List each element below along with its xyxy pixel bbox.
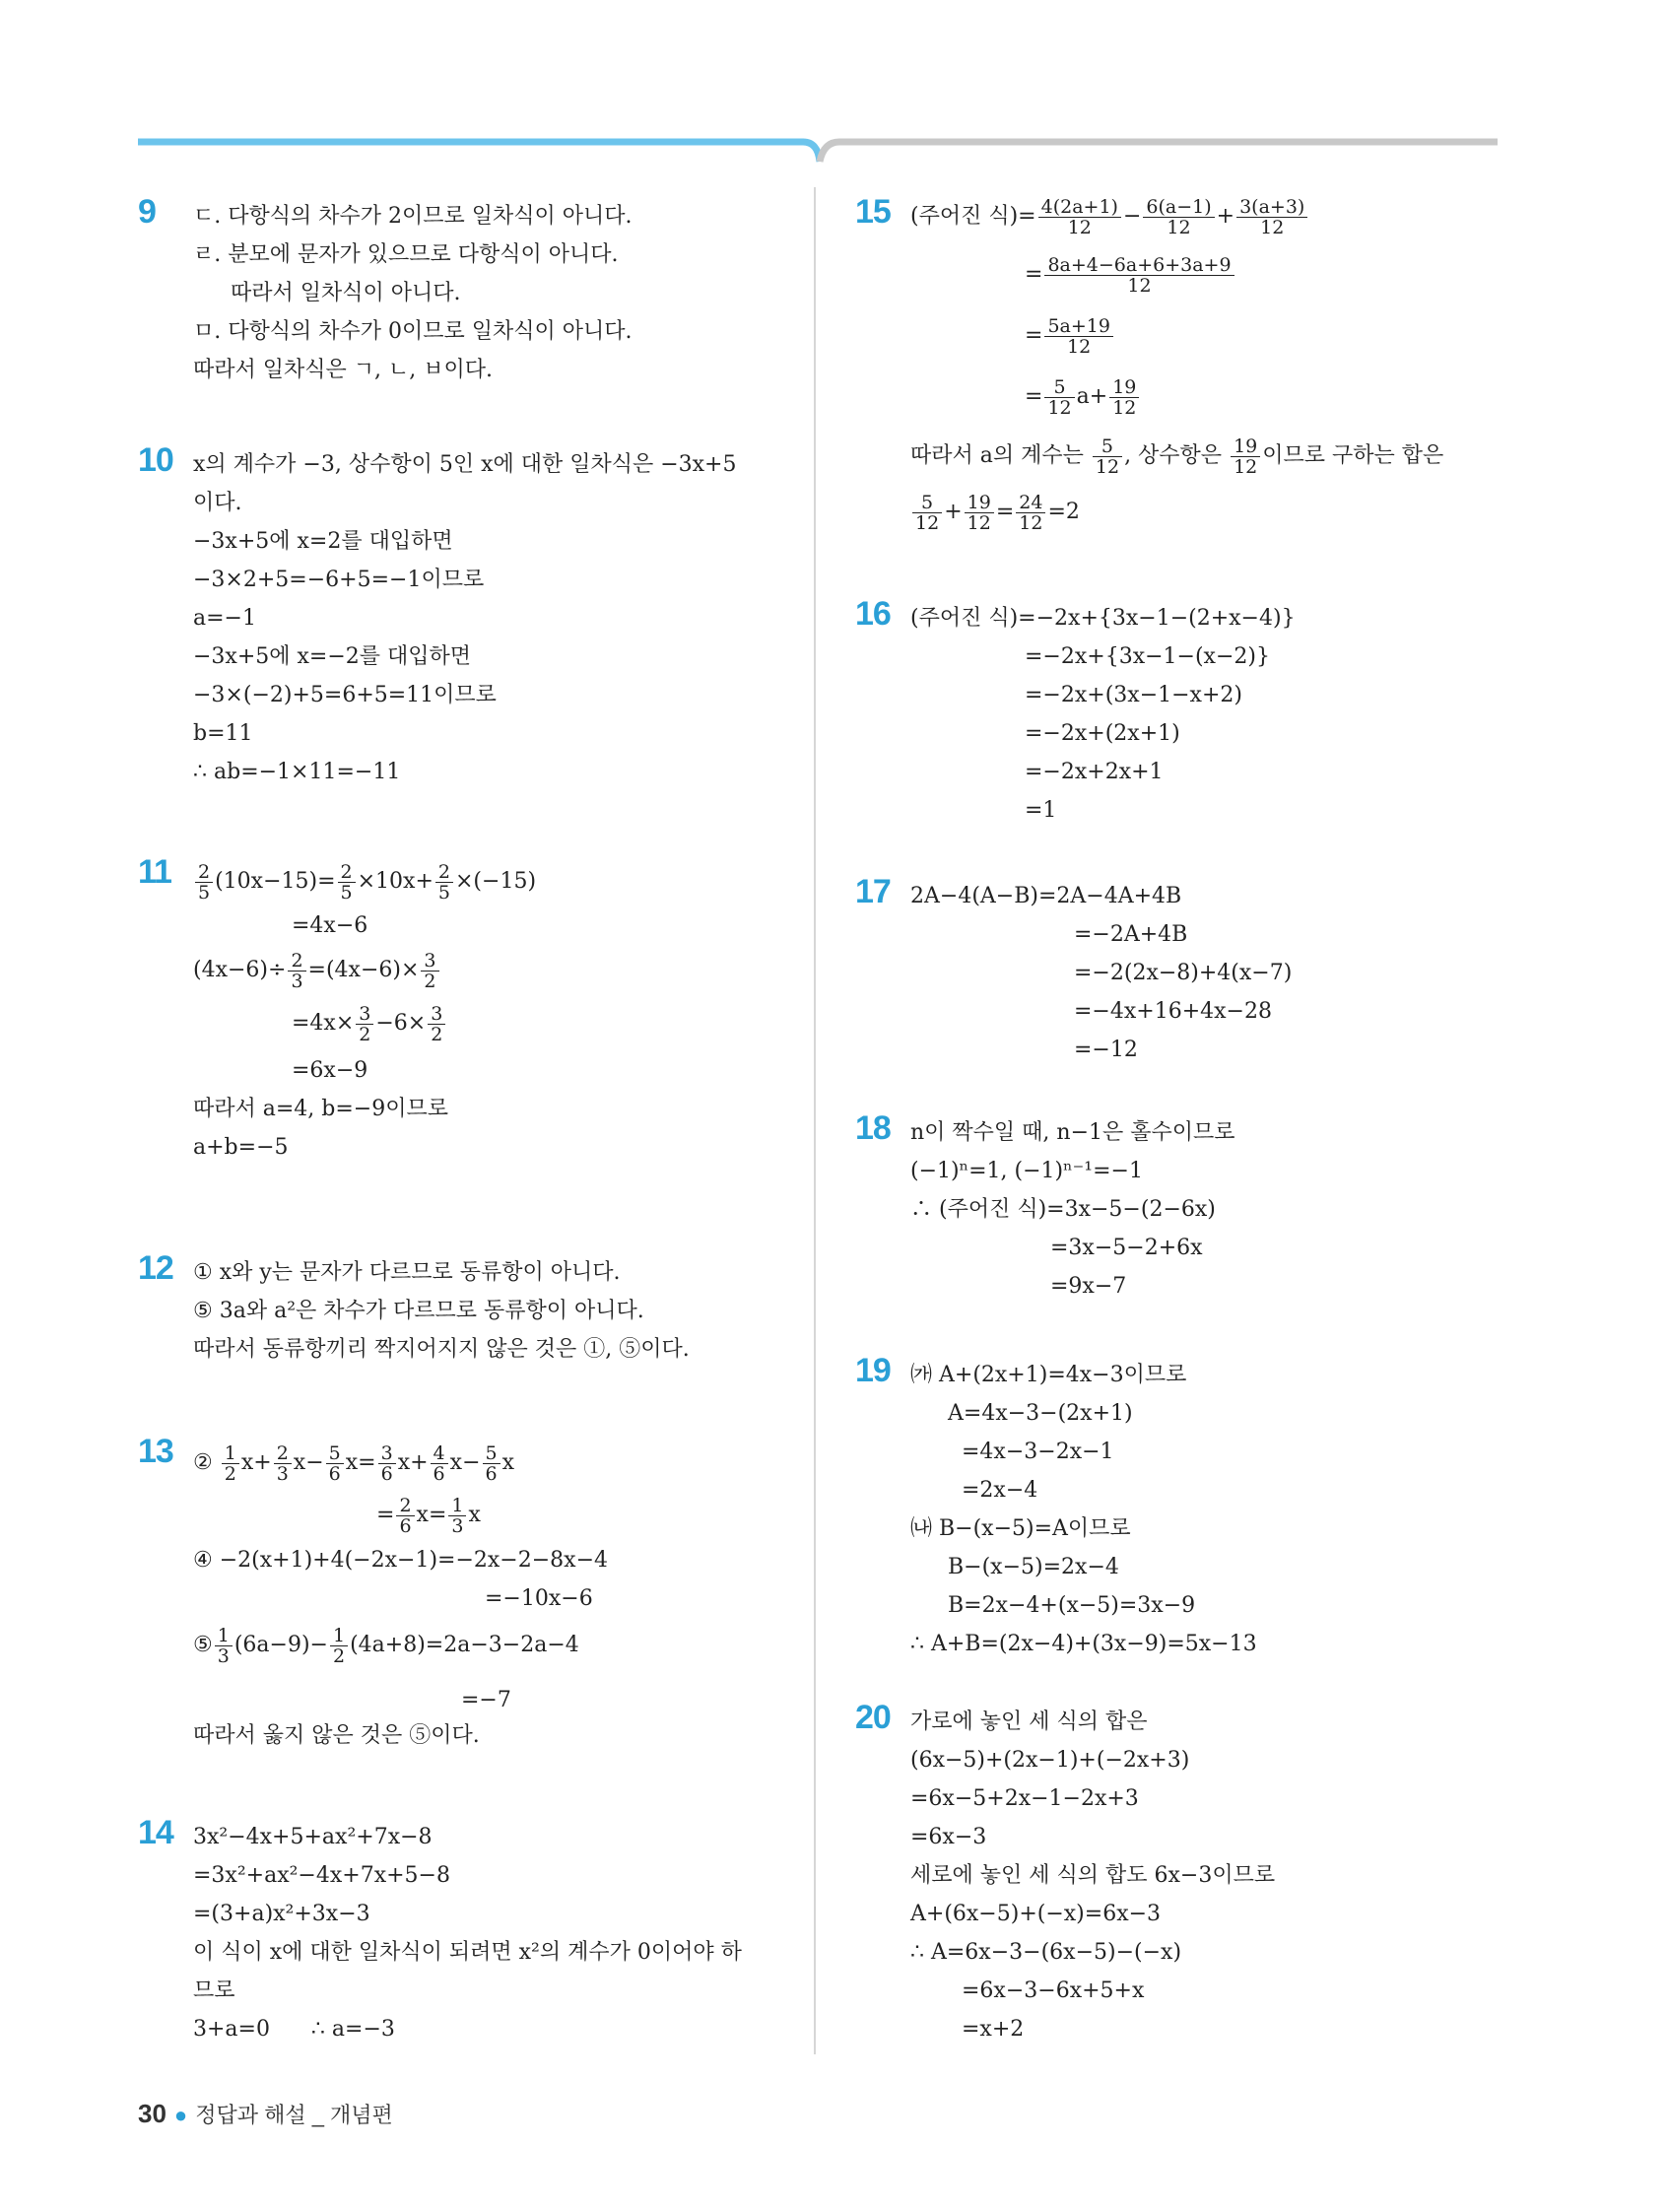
solution-line: ∴ A=6x−3−(6x−5)−(−x) (910, 1940, 1182, 1965)
fraction: $\frac{5}{6}$ (483, 1443, 500, 1484)
page-footer (138, 2099, 393, 2129)
fraction: $\frac{19}{12}$ (1109, 377, 1139, 418)
solution-line: 따라서 a=4, b=−9이므로 (193, 1097, 448, 1121)
problem-number: 12 (138, 1249, 173, 1287)
solution-line: ㈏ B−(x−5)=A이므로 (910, 1516, 1131, 1541)
solution-line: =3x²+ax²−4x+7x+5−8 (193, 1863, 450, 1888)
solution-line: 따라서 일차식이 아니다. (231, 281, 461, 305)
problem-number: 11 (138, 853, 171, 891)
solution-line: =(3+a)x²+3x−3 (193, 1902, 370, 1926)
solution-line: =−2x+(2x+1) (1025, 721, 1180, 746)
fraction: $\frac{19}{12}$ (965, 493, 994, 533)
problem-number: 9 (138, 193, 156, 231)
solution-line: −3×(−2)+5=6+5=11이므로 (193, 683, 497, 707)
solution-line: 따라서 옳지 않은 것은 ⑤이다. (193, 1723, 480, 1748)
solution-line: −3×2+5=−6+5=−1이므로 (193, 568, 485, 592)
solution-line: =6x−9 (292, 1058, 368, 1083)
solution-line: ⑤ $\frac{1}{3}$ (6a−9)− $\frac{1}{2}$ (4a+8)=2a−3−2a−4 (193, 1624, 579, 1667)
column-divider (814, 187, 816, 2054)
problem-number: 15 (855, 193, 891, 231)
solution-line: =−2x+(3x−1−x+2) (1025, 683, 1242, 707)
solution-line: 따라서 a의 계수는 $\frac{5}{12}$ , 상수항은 $\frac{19}{12}$ 이므로 구하는 합은 (910, 435, 1444, 478)
solution-line: =2x−4 (962, 1478, 1038, 1503)
problem-number: 17 (855, 873, 891, 910)
solution-line: ㄷ. 다항식의 차수가 2이므로 일차식이 아니다. (193, 204, 633, 229)
fraction: $\frac{6(a-1)}{12}$ (1143, 197, 1214, 237)
solution-line: A+(6x−5)+(−x)=6x−3 (910, 1902, 1162, 1926)
page-number: 30 (138, 2099, 167, 2128)
solution-line: ④ −2(x+1)+4(−2x−1)=−2x−2−8x−4 (193, 1548, 609, 1573)
fraction: $\frac{5}{12}$ (1044, 377, 1074, 418)
solution-line: 세로에 놓인 세 식의 합도 6x−3이므로 (910, 1863, 1276, 1888)
fraction: $\frac{24}{12}$ (1016, 493, 1045, 533)
solution-line: A=4x−3−(2x+1) (948, 1401, 1133, 1426)
solution-line: ② $\frac{1}{2}$ x+ $\frac{2}{3}$ x− $\frac{5}{6}$ x= $\frac{3}{6}$ x+ $\frac{4}{6}$ x− $\frac{5}{6}$ x (193, 1441, 515, 1485)
fraction: $\frac{2}{5}$ (195, 862, 213, 903)
bullet-icon: ● (173, 2103, 188, 2127)
solution-line: =x+2 (962, 2017, 1025, 2042)
problem-number: 16 (855, 595, 891, 633)
solution-line: ① x와 y는 문자가 다르므로 동류항이 아니다. (193, 1260, 621, 1285)
solution-line: =−4x+16+4x−28 (1074, 999, 1272, 1024)
solution-line: (주어진 식)= $\frac{4(2a+1)}{12}$ − $\frac{6(a-1)}{12}$ + $\frac{3(a+3)}{12}$ (910, 189, 1501, 244)
fraction: $\frac{5a+19}{12}$ (1044, 316, 1113, 357)
solution-line: = $\frac{5}{12}$ a+ $\frac{19}{12}$ (910, 367, 1501, 428)
problem-number: 10 (138, 441, 173, 479)
fraction: $\frac{2}{5}$ (338, 862, 356, 903)
solution-line: =−2(2x−8)+4(x−7) (1074, 961, 1293, 985)
solution-line: = $\frac{8a+4-6a+6+3a+9}{12}$ (910, 244, 1501, 305)
fraction: $\frac{1}{2}$ (330, 1626, 348, 1666)
fraction: $\frac{8a+4-6a+6+3a+9}{12}$ (1044, 255, 1234, 296)
fraction: $\frac{19}{12}$ (1231, 436, 1260, 477)
problem-number: 13 (138, 1433, 173, 1470)
solution-line: =−7 (461, 1688, 511, 1712)
fraction: $\frac{2}{5}$ (435, 862, 453, 903)
fraction: $\frac{1}{3}$ (215, 1626, 233, 1666)
solution-line: = $\frac{2}{6}$ x= $\frac{1}{3}$ x (376, 1494, 481, 1537)
solution-line: ㄹ. 분모에 문자가 있으므로 다항식이 아니다. (193, 242, 619, 267)
solution-line: 따라서 일차식은 ㄱ, ㄴ, ㅂ이다. (193, 358, 493, 382)
problem-number: 20 (855, 1699, 891, 1736)
solution-line: ㈎ A+(2x+1)=4x−3이므로 (910, 1363, 1187, 1387)
solution-line: −3x+5에 x=2를 대입하면 (193, 529, 453, 554)
solution-line: 따라서 동류항끼리 짝지어지지 않은 것은 ①, ⑤이다. (193, 1337, 690, 1362)
solution-line: 이다. (193, 491, 242, 515)
solution-line: =−12 (1074, 1038, 1138, 1062)
solution-line: 3+a=0 ∴ a=−3 (193, 2017, 395, 2042)
solution-line: a+b=−5 (193, 1135, 289, 1160)
solution-line: n이 짝수일 때, n−1은 홀수이므로 (910, 1120, 1235, 1145)
fraction: $\frac{1}{2}$ (222, 1443, 239, 1484)
solution-line: = $\frac{5a+19}{12}$ (910, 305, 1501, 367)
problem-number: 18 (855, 1109, 891, 1147)
problem-number: 19 (855, 1352, 891, 1389)
solution-line: (4x−6)÷ $\frac{2}{3}$ =(4x−6)× $\frac{3}{2}$ (193, 945, 784, 996)
fraction: $\frac{3}{2}$ (421, 951, 438, 991)
solution-line: =−2A+4B (1074, 922, 1188, 947)
fraction: $\frac{3(a+3)}{12}$ (1236, 197, 1307, 237)
solution-line: =4x−6 (292, 913, 368, 938)
header-decorative-bar (138, 134, 1498, 164)
solution-line: x의 계수가 −3, 상수항이 5인 x에 대한 일차식은 −3x+5 (193, 452, 737, 477)
fraction: $\frac{3}{2}$ (356, 1004, 373, 1044)
fraction: $\frac{5}{12}$ (912, 493, 942, 533)
solution-line: ㅁ. 다항식의 차수가 0이므로 일차식이 아니다. (193, 319, 633, 344)
solution-line: =6x−3−6x+5+x (962, 1978, 1145, 2003)
footer-title: 정답과 해설 _ 개념편 (195, 2103, 393, 2127)
solution-line: ⑤ 3a와 a²은 차수가 다르므로 동류항이 아니다. (193, 1299, 644, 1323)
fraction: $\frac{2}{3}$ (274, 1443, 292, 1484)
solution-line: ∴ ab=−1×11=−11 (193, 760, 401, 784)
problem-number: 14 (138, 1814, 173, 1851)
solution-line: 2A−4(A−B)=2A−4A+4B (910, 884, 1182, 908)
fraction: $\frac{1}{3}$ (448, 1496, 466, 1536)
solution-line: =−2x+{3x−1−(x−2)} (1025, 644, 1270, 669)
solution-line: $\frac{5}{12}$ + $\frac{19}{12}$ = $\frac{24}{12}$ =2 (910, 485, 1501, 540)
solution-line: =6x−3 (910, 1825, 987, 1849)
solution-line: ∴ A+B=(2x−4)+(3x−9)=5x−13 (910, 1632, 1257, 1656)
solution-line: B=2x−4+(x−5)=3x−9 (948, 1593, 1196, 1618)
solution-line: 므로 (193, 1978, 235, 2003)
solution-line: 가로에 놓인 세 식의 합은 (910, 1709, 1148, 1734)
solution-line: a=−1 (193, 606, 256, 631)
fraction: $\frac{5}{6}$ (326, 1443, 344, 1484)
fraction: $\frac{5}{12}$ (1093, 436, 1122, 477)
solution-line: =−10x−6 (485, 1586, 593, 1611)
solution-line: =3x−5−2+6x (1050, 1236, 1203, 1260)
solution-line: (6x−5)+(2x−1)+(−2x+3) (910, 1748, 1190, 1773)
solution-line: =4x−3−2x−1 (962, 1440, 1114, 1464)
fraction: $\frac{4}{6}$ (431, 1443, 448, 1484)
solution-line: 이 식이 x에 대한 일차식이 되려면 x²의 계수가 0이어야 하 (193, 1940, 742, 1965)
solution-line: ∴ (주어진 식)=3x−5−(2−6x) (910, 1197, 1216, 1222)
solution-line: (−1)ⁿ=1, (−1)ⁿ⁻¹=−1 (910, 1159, 1143, 1183)
fraction: $\frac{2}{3}$ (288, 951, 305, 991)
fraction: $\frac{3}{6}$ (378, 1443, 396, 1484)
solution-line: b=11 (193, 721, 253, 746)
fraction: $\frac{3}{2}$ (428, 1004, 445, 1044)
solution-line: 3x²−4x+5+ax²+7x−8 (193, 1825, 433, 1849)
solution-line: =6x−5+2x−1−2x+3 (910, 1786, 1139, 1811)
fraction: $\frac{2}{6}$ (396, 1496, 414, 1536)
solution-line: =1 (1025, 798, 1057, 823)
solution-line: =9x−7 (1050, 1274, 1127, 1299)
solution-line: (주어진 식)=−2x+{3x−1−(2+x−4)} (910, 606, 1296, 631)
solution-line: −3x+5에 x=−2를 대입하면 (193, 644, 472, 669)
solution-line: B−(x−5)=2x−4 (948, 1555, 1119, 1579)
solution-line: =4x× $\frac{3}{2}$ −6× $\frac{3}{2}$ (193, 996, 784, 1051)
solution-line: $\frac{2}{5}$ (10x−15)= $\frac{2}{5}$ ×10x+ $\frac{2}{5}$ ×(−15) (193, 857, 784, 906)
solution-line: =−2x+2x+1 (1025, 760, 1164, 784)
fraction: $\frac{4(2a+1)}{12}$ (1038, 197, 1121, 237)
